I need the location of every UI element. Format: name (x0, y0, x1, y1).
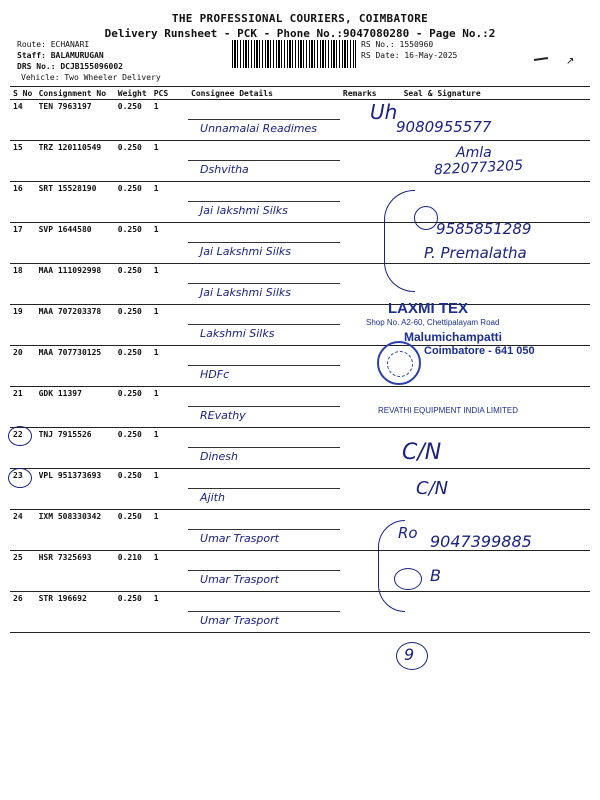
rs-date: RS Date: 16-May-2025 (361, 51, 458, 60)
cell-sno: 20 (10, 346, 36, 387)
cn-mark-23: C/N (416, 478, 449, 499)
vehicle-label: Vehicle: Two Wheeler Delivery (21, 73, 161, 82)
cell-pcs: 1 (151, 182, 188, 223)
cell-remarks (340, 592, 380, 633)
route-label: Route: ECHANARI (17, 40, 90, 49)
runsheet-title: THE PROFESSIONAL COURIERS, COIMBATORE (171, 12, 429, 25)
cell-pcs: 1 (151, 510, 188, 551)
cell-sno: 16 (10, 182, 36, 223)
cell-consignee (188, 100, 340, 141)
runsheet-subtitle: Delivery Runsheet - PCK - Phone No.:9047080280 - Page No.:2 (104, 27, 496, 40)
consignee-handwriting: Ajith (200, 491, 225, 504)
cell-sno: 17 (10, 223, 36, 264)
consignee-handwriting: Jai Lakshmi Silks (200, 245, 291, 258)
table-row (10, 305, 590, 346)
handwritten-bracket (384, 190, 415, 292)
circled-mark (394, 568, 422, 590)
cell-remarks (340, 510, 380, 551)
cell-consignment: MAA 111092998 (36, 264, 115, 305)
consignee-handwriting: REvathy (200, 409, 246, 422)
stamp-shop-locality: Malumichampatti (404, 330, 503, 344)
cell-remarks (340, 264, 380, 305)
stamp-company-name: REVATHI EQUIPMENT INDIA LIMITED (378, 406, 519, 415)
cell-sno: 21 (10, 387, 36, 428)
table-row (10, 428, 590, 469)
table-row (10, 100, 590, 141)
cell-consignment: SVP 1644580 (36, 223, 115, 264)
staff-label: Staff: BALAMURUGAN (17, 51, 104, 60)
cell-sno: 15 (10, 141, 36, 182)
consignee-handwriting: Unnamalai Readimes (200, 122, 317, 135)
rs-number: RS No.: 1550960 (361, 40, 434, 49)
circled-serial-23 (8, 468, 32, 488)
cell-weight: 0.250 (115, 346, 151, 387)
cell-weight: 0.250 (115, 223, 151, 264)
cell-consignee (188, 387, 340, 428)
cell-weight: 0.210 (115, 551, 151, 592)
cell-weight: 0.250 (115, 469, 151, 510)
cell-consignment: STR 196692 (36, 592, 115, 633)
cell-sno: 25 (10, 551, 36, 592)
cell-weight: 0.250 (115, 387, 151, 428)
signature-scribble: B (430, 566, 441, 585)
cell-consignee (188, 510, 340, 551)
cell-consignee (188, 141, 340, 182)
table-row (10, 592, 590, 633)
cell-consignee (188, 264, 340, 305)
cell-weight: 0.250 (115, 592, 151, 633)
cell-weight: 0.250 (115, 264, 151, 305)
cell-remarks (340, 387, 380, 428)
cell-weight: 0.250 (115, 305, 151, 346)
signature-phone-24: 9047399885 (430, 532, 532, 551)
consignee-handwriting: Umar Trasport (200, 532, 279, 545)
cell-sno: 23 (10, 469, 36, 510)
cell-pcs: 1 (151, 100, 188, 141)
table-row (10, 469, 590, 510)
cell-consignment: VPL 951373693 (36, 469, 115, 510)
stamp-shop-name: LAXMI TEX (388, 300, 469, 317)
cell-pcs: 1 (151, 428, 188, 469)
cell-consignment: GDK 11397 (36, 387, 115, 428)
cell-pcs: 1 (151, 592, 188, 633)
signature-name-17: P. Premalatha (424, 244, 527, 262)
signature-phone-14: 9080955577 (396, 118, 492, 136)
cell-consignee (188, 428, 340, 469)
cell-remarks (340, 346, 380, 387)
cell-sno: 24 (10, 510, 36, 551)
col-header-consignment: Consignment No (36, 87, 115, 100)
bank-seal-stamp (377, 341, 421, 385)
table-row (10, 264, 590, 305)
table-row (10, 551, 590, 592)
drs-number: DRS No.: DCJB155096002 (17, 62, 123, 71)
cell-remarks (340, 223, 380, 264)
cell-sno: 19 (10, 305, 36, 346)
cell-pcs: 1 (151, 305, 188, 346)
cell-remarks (340, 182, 380, 223)
cell-consignee (188, 469, 340, 510)
col-header-pcs: PCS (151, 87, 188, 100)
col-header-consignee: Consignee Details (188, 87, 340, 100)
signature-scribble: Uh (370, 100, 398, 124)
cell-consignment: IXM 508330342 (36, 510, 115, 551)
consignee-handwriting: Jai lakshmi Silks (200, 204, 288, 217)
cell-pcs: 1 (151, 346, 188, 387)
col-header-remarks: Remarks (340, 87, 380, 100)
consignee-handwriting: Umar Trasport (200, 573, 279, 586)
cell-consignee (188, 182, 340, 223)
cell-signature (380, 592, 590, 633)
cell-sno: 22 (10, 428, 36, 469)
signature-phone-15: 8220773205 (433, 157, 524, 179)
cell-sno: 18 (10, 264, 36, 305)
barcode (232, 40, 356, 68)
table-header-row (10, 87, 590, 100)
cell-pcs: 1 (151, 264, 188, 305)
handwritten-dash (534, 57, 548, 61)
circled-serial-22 (8, 426, 32, 446)
cell-consignee (188, 305, 340, 346)
cell-signature (380, 469, 590, 510)
cell-weight: 0.250 (115, 182, 151, 223)
cell-consignment: TNJ 7915526 (36, 428, 115, 469)
cell-pcs: 1 (151, 223, 188, 264)
consignee-handwriting: Dshvitha (200, 163, 249, 176)
cell-weight: 0.250 (115, 510, 151, 551)
cell-consignment: TRZ 120110549 (36, 141, 115, 182)
handwritten-arrow-icon: ↗ (566, 56, 575, 67)
stamp-shop-city: Coimbatore - 641 050 (424, 345, 535, 357)
cell-sno: 26 (10, 592, 36, 633)
handwritten-page-mark: 9 (404, 645, 415, 664)
cell-weight: 0.250 (115, 428, 151, 469)
cell-sno: 14 (10, 100, 36, 141)
cell-consignment: HSR 7325693 (36, 551, 115, 592)
cell-pcs: 1 (151, 469, 188, 510)
col-header-sno: S No (10, 87, 36, 100)
cell-consignee (188, 592, 340, 633)
cell-remarks (340, 469, 380, 510)
cell-pcs: 1 (151, 141, 188, 182)
table-row (10, 182, 590, 223)
signature-phone-16: 9585851289 (436, 220, 532, 238)
cell-weight: 0.250 (115, 141, 151, 182)
cell-remarks (340, 551, 380, 592)
consignee-handwriting: HDFc (200, 368, 230, 381)
consignee-handwriting: Umar Trasport (200, 614, 279, 627)
col-header-seal-signature: Seal & Signature (380, 87, 590, 100)
cell-pcs: 1 (151, 387, 188, 428)
cell-remarks (340, 428, 380, 469)
cell-weight: 0.250 (115, 100, 151, 141)
cell-pcs: 1 (151, 551, 188, 592)
cn-mark-22: C/N (402, 440, 442, 465)
circled-mark (414, 206, 438, 230)
consignee-handwriting: Jai Lakshmi Silks (200, 286, 291, 299)
consignee-handwriting: Dinesh (200, 450, 238, 463)
signature-scribble: Ro (398, 524, 418, 542)
cell-consignment: MAA 707203378 (36, 305, 115, 346)
cell-remarks (340, 141, 380, 182)
cell-consignee (188, 223, 340, 264)
cell-consignee (188, 346, 340, 387)
stamp-shop-address: Shop No. A2-60, Chettipalayam Road (366, 318, 500, 327)
cell-consignment: TEN 7963197 (36, 100, 115, 141)
cell-consignment: SRT 15528190 (36, 182, 115, 223)
consignee-handwriting: Lakshmi Silks (200, 327, 275, 340)
signature-scribble: Amla (456, 145, 492, 161)
cell-consignment: MAA 707730125 (36, 346, 115, 387)
cell-consignee (188, 551, 340, 592)
col-header-weight: Weight (115, 87, 151, 100)
